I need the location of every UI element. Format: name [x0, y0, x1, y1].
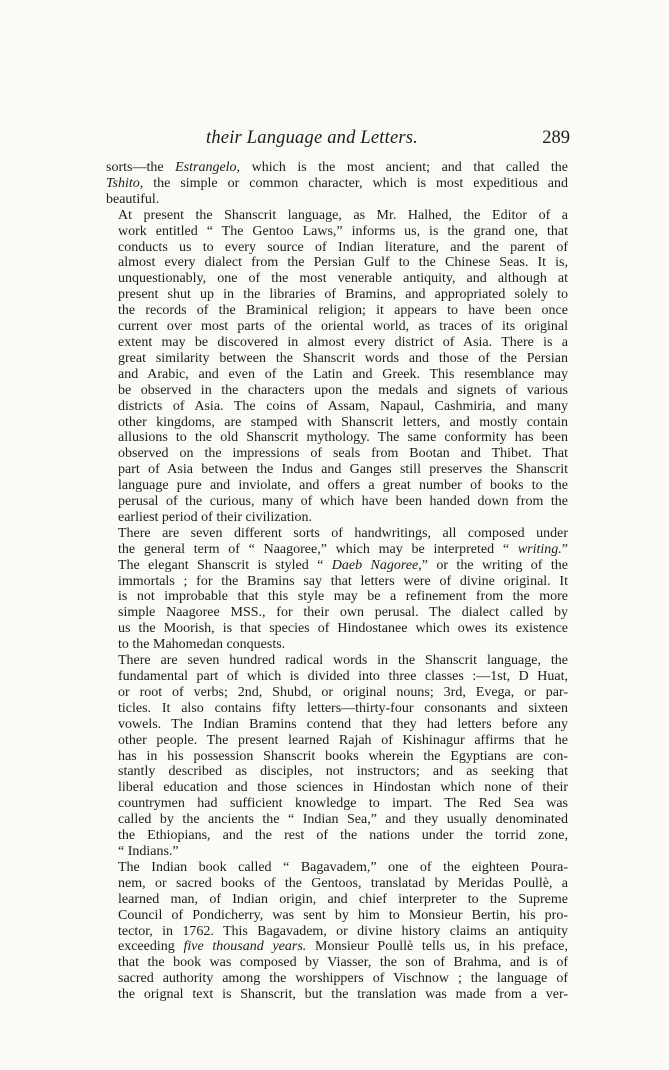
text-line: [106, 860, 568, 876]
text-line: [106, 574, 568, 590]
text-line: [106, 367, 568, 383]
text-run: has in his possession Shanscrit books wherein the Egyptians are con-: [118, 748, 568, 764]
text-run: or root of verbs; 2nd, Shubd, or original nouns; 3rd, Evega, or par-: [118, 684, 568, 700]
text-line: [106, 971, 568, 987]
text-line: [106, 685, 568, 701]
text-line: [106, 558, 568, 574]
text-line: [106, 192, 568, 208]
text-run: vowels. The Indian Bramins contend that they had letters before any: [118, 716, 568, 732]
text-line: [106, 637, 568, 653]
text-run: is not improbable that this style may be a refinement from the more: [118, 589, 568, 605]
text-line: [106, 224, 568, 240]
text-run: and Arabic, and even of the Latin and Greek. This resemblance may: [118, 366, 568, 382]
text-run: current over most parts of the oriental world, as traces of its original: [118, 319, 568, 335]
text-run: Council of Pondicherry, was sent by him to Monsieur Bertin, his pro-: [118, 907, 568, 923]
text-line: [106, 908, 568, 924]
text-run: which is the most ancient; and that called the: [240, 160, 568, 175]
paragraph: [106, 860, 568, 1003]
text-run: There are seven hundred radical words in the Shanscrit language, the: [118, 653, 568, 669]
text-run: us the Moorish, is that species of Hindostanee which owes its existence: [118, 621, 568, 637]
text-run: districts of Asia. The coins of Assam, Napaul, Cashmiria, and many: [118, 398, 568, 414]
text-run: countrymen had sufficient knowledge to impart. The Red Sea was: [118, 796, 568, 812]
text-line: [106, 892, 568, 908]
text-line: [106, 796, 568, 812]
text-line: [106, 383, 568, 399]
text-line: [106, 669, 568, 685]
paragraph: [106, 526, 568, 653]
running-title: their Language and Letters.: [206, 128, 418, 148]
text-line: [106, 605, 568, 621]
italic-text: Tshito,: [106, 175, 144, 191]
text-run: At present the Shanscrit language, as Mr. Halhed, the Editor of a: [118, 207, 568, 223]
text-line: [106, 924, 568, 940]
text-run: great similarity between the Shanscrit words and those of the Persian: [118, 350, 568, 366]
text-run: “ Indians.”: [118, 843, 179, 859]
text-run: fundamental part of which is divided into three classes :—1st, D Huat,: [118, 669, 568, 684]
italic-text: writing.: [517, 541, 562, 557]
text-run: ”: [561, 541, 568, 557]
text-line: [106, 939, 568, 955]
text-line: [106, 430, 568, 446]
text-line: [106, 510, 568, 526]
text-run: that the book was composed by Viasser, the son of Brahma, and is of: [118, 955, 568, 971]
text-run: extent may be discovered in almost every district of Asia. There is a: [118, 334, 568, 350]
text-run: the records of the Braminical religion; it appears to have been once: [118, 303, 568, 319]
text-run: present shut up in the libraries of Bramins, and appropriated solely to: [118, 287, 568, 303]
text-line: [106, 335, 568, 351]
text-line: [106, 176, 568, 192]
text-line: [106, 717, 568, 733]
text-line: [106, 526, 568, 542]
text-run: part of Asia between the Indus and Ganges still preserves the Shanscrit: [118, 462, 568, 478]
text-line: [106, 733, 568, 749]
text-run: to the Mahomedan conquests.: [118, 637, 286, 653]
text-line: [106, 478, 568, 494]
text-run: liberal education and those sciences in Hindostan which none of their: [118, 780, 568, 796]
text-run: The Indian book called “ Bagavadem,” one of the eighteen Poura-: [118, 859, 568, 875]
text-line: [106, 446, 568, 462]
text-line: [106, 462, 568, 478]
text-run: exceeding: [118, 939, 184, 955]
text-line: [106, 653, 568, 669]
body-text: [106, 160, 568, 1003]
text-run: other people. The present learned Rajah of Kishinagur affirms that he: [118, 732, 568, 748]
page-header: [108, 128, 570, 152]
text-line: [106, 844, 568, 860]
text-run: stantly described as disciples, not instructors; and as seeking that: [118, 764, 568, 780]
text-line: [106, 828, 568, 844]
text-line: [106, 876, 568, 892]
text-run: beautiful.: [106, 191, 160, 207]
text-run: the orignal text is Shanscrit, but the translation was made from a ver-: [118, 987, 568, 1003]
text-run: sorts—the: [106, 160, 176, 175]
page-number: 289: [542, 128, 570, 148]
paragraph: [106, 208, 568, 526]
italic-text: Estrangelo,: [175, 160, 241, 175]
text-run: observed on the impressions of seals from Bootan and Thibet. That: [118, 446, 568, 462]
text-run: Monsieur Poullè tells us, in his preface,: [306, 939, 568, 955]
text-run: the general term of “ Naagoree,” which may be interpreted “: [118, 541, 518, 557]
text-line: [106, 351, 568, 367]
text-run: tector, in 1762. This Bagavadem, or divine history claims an antiquity: [118, 923, 568, 939]
text-run: earliest period of their civilization.: [118, 509, 312, 525]
text-run: conducts us to every source of Indian literature, and the parent of: [118, 239, 568, 255]
italic-text: Daeb Nagoree,: [331, 557, 422, 573]
italic-text: five thousand years.: [183, 939, 307, 955]
text-run: work entitled “ The Gentoo Laws,” informs us, is the grand one, that: [118, 223, 568, 239]
text-run: be observed in the characters upon the medals and signets of various: [118, 382, 568, 398]
text-run: simple Naagoree MSS., for their own perusal. The dialect called by: [118, 605, 568, 621]
text-line: [106, 255, 568, 271]
text-line: [106, 240, 568, 256]
text-run: allusions to the old Shanscrit mythology. The same conformity has been: [118, 430, 568, 446]
text-line: [106, 621, 568, 637]
text-line: [106, 415, 568, 431]
text-run: immortals ; for the Bramins say that letters were of divine original. It: [118, 573, 568, 589]
text-run: the Ethiopians, and the rest of the nations under the torrid zone,: [118, 828, 568, 844]
text-line: [106, 160, 568, 176]
text-run: called by the ancients the “ Indian Sea,” and they usually denominated: [118, 812, 568, 828]
text-line: [106, 701, 568, 717]
text-run: learned man, of Indian origin, and chief interpreter to the Supreme: [118, 891, 568, 907]
paragraph: [106, 653, 568, 860]
text-run: unquestionably, one of the most venerable antiquity, and although at: [118, 271, 568, 287]
text-run: nem, or sacred books of the Gentoos, translatad by Meridas Poullè, a: [118, 875, 568, 891]
text-line: [106, 287, 568, 303]
text-line: [106, 399, 568, 415]
text-line: [106, 208, 568, 224]
text-run: almost every dialect from the Persian Gulf to the Chinese Seas. It is,: [118, 255, 568, 271]
text-run: There are seven different sorts of handwritings, all composed under: [118, 525, 568, 541]
text-run: the simple or common character, which is most expeditious and: [143, 175, 568, 191]
text-run: other kingdoms, are stamped with Shanscrit letters, and mostly contain: [118, 414, 568, 430]
text-line: [106, 987, 568, 1003]
text-line: [106, 812, 568, 828]
text-line: [106, 749, 568, 765]
text-run: perusal of the curious, many of which have been handed down from the: [118, 494, 568, 510]
text-run: ” or the writing of the: [421, 557, 568, 573]
text-run: The elegant Shanscrit is styled “: [118, 557, 332, 573]
text-line: [106, 780, 568, 796]
text-line: [106, 542, 568, 558]
paragraph: [106, 160, 568, 208]
text-line: [106, 589, 568, 605]
text-line: [106, 494, 568, 510]
text-line: [106, 271, 568, 287]
text-line: [106, 955, 568, 971]
text-line: [106, 303, 568, 319]
text-run: sacred authority among the worshippers of Vischnow ; the language of: [118, 971, 568, 987]
text-line: [106, 319, 568, 335]
text-run: ticles. It also contains fifty letters—thirty-four consonants and sixteen: [118, 700, 568, 716]
text-run: language pure and inviolate, and offers a great number of books to the: [118, 478, 568, 494]
text-line: [106, 764, 568, 780]
